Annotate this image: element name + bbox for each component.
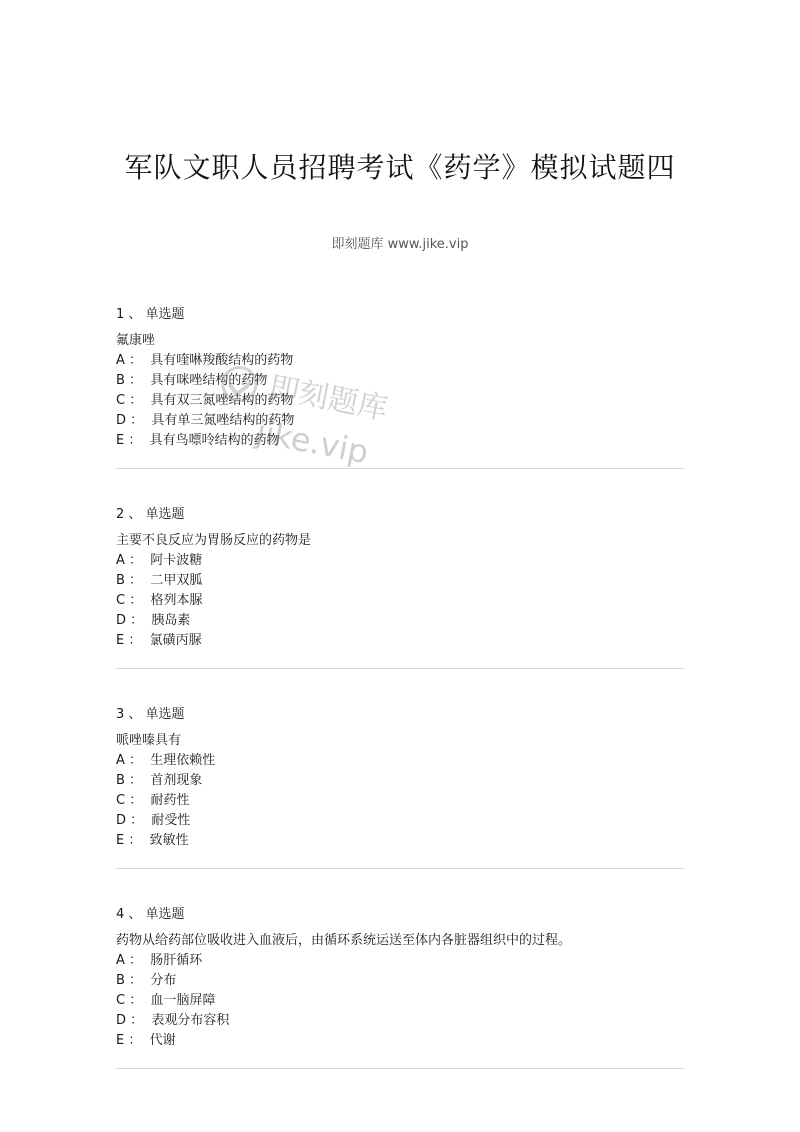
- question-header: 2 、 单选题: [116, 507, 185, 522]
- option-e: E ： 具有鸟嘌呤结构的药物: [116, 433, 280, 448]
- option-d: D ： 胰岛素: [116, 613, 191, 628]
- option-a: A ： 阿卡波糖: [116, 553, 203, 568]
- question-stem: 主要不良反应为胃肠反应的药物是: [116, 533, 312, 548]
- question-stem: 氟康唑: [116, 333, 156, 348]
- question-1: [116, 305, 686, 451]
- option-c: C ： 格列本脲: [116, 593, 203, 608]
- question-2: [116, 505, 686, 651]
- question-divider: [116, 1068, 684, 1069]
- option-a: A ： 生理依赖性: [116, 753, 216, 768]
- watermark-brand: 即刻题库: [266, 370, 391, 428]
- option-a: A ： 肠肝循环: [116, 953, 203, 968]
- option-e: E ： 氯磺丙脲: [116, 633, 202, 648]
- watermark-url: jike.vip: [253, 412, 372, 472]
- option-d: D ： 耐受性: [116, 813, 191, 828]
- question-header: 3 、 单选题: [116, 707, 185, 722]
- option-b: B ： 分布: [116, 973, 177, 988]
- option-e: E ： 致敏性: [116, 833, 189, 848]
- document-title: 军队文职人员招聘考试《药学》模拟试题四: [124, 151, 676, 184]
- option-a: A ： 具有喹啉羧酸结构的药物: [116, 353, 294, 368]
- option-c: C ： 耐药性: [116, 793, 190, 808]
- option-c: C ： 具有双三氮唑结构的药物: [116, 393, 294, 408]
- option-c: C ： 血一脑屏障: [116, 993, 216, 1008]
- document-subtitle: 即刻题库 www.jike.vip: [331, 237, 469, 252]
- question-stem: 药物从给药部位吸收进入血液后，由循环系统运送至体内各脏器组织中的过程。: [116, 933, 572, 948]
- question-divider: [116, 468, 684, 469]
- question-divider: [116, 868, 684, 869]
- option-b: B ： 二甲双胍: [116, 573, 203, 588]
- question-3: [116, 705, 686, 851]
- question-divider: [116, 668, 684, 669]
- option-d: D ： 表观分布容积: [116, 1013, 230, 1028]
- question-header: 4 、 单选题: [116, 907, 185, 922]
- question-stem: 哌唑嗪具有: [116, 733, 182, 748]
- option-e: E ： 代谢: [116, 1033, 176, 1048]
- option-b: B ： 具有咪唑结构的药物: [116, 373, 268, 388]
- option-b: B ： 首剂现象: [116, 773, 203, 788]
- question-4: [116, 905, 686, 1051]
- question-header: 1 、 单选题: [116, 307, 185, 322]
- option-d: D ： 具有单三氮唑结构的药物: [116, 413, 295, 428]
